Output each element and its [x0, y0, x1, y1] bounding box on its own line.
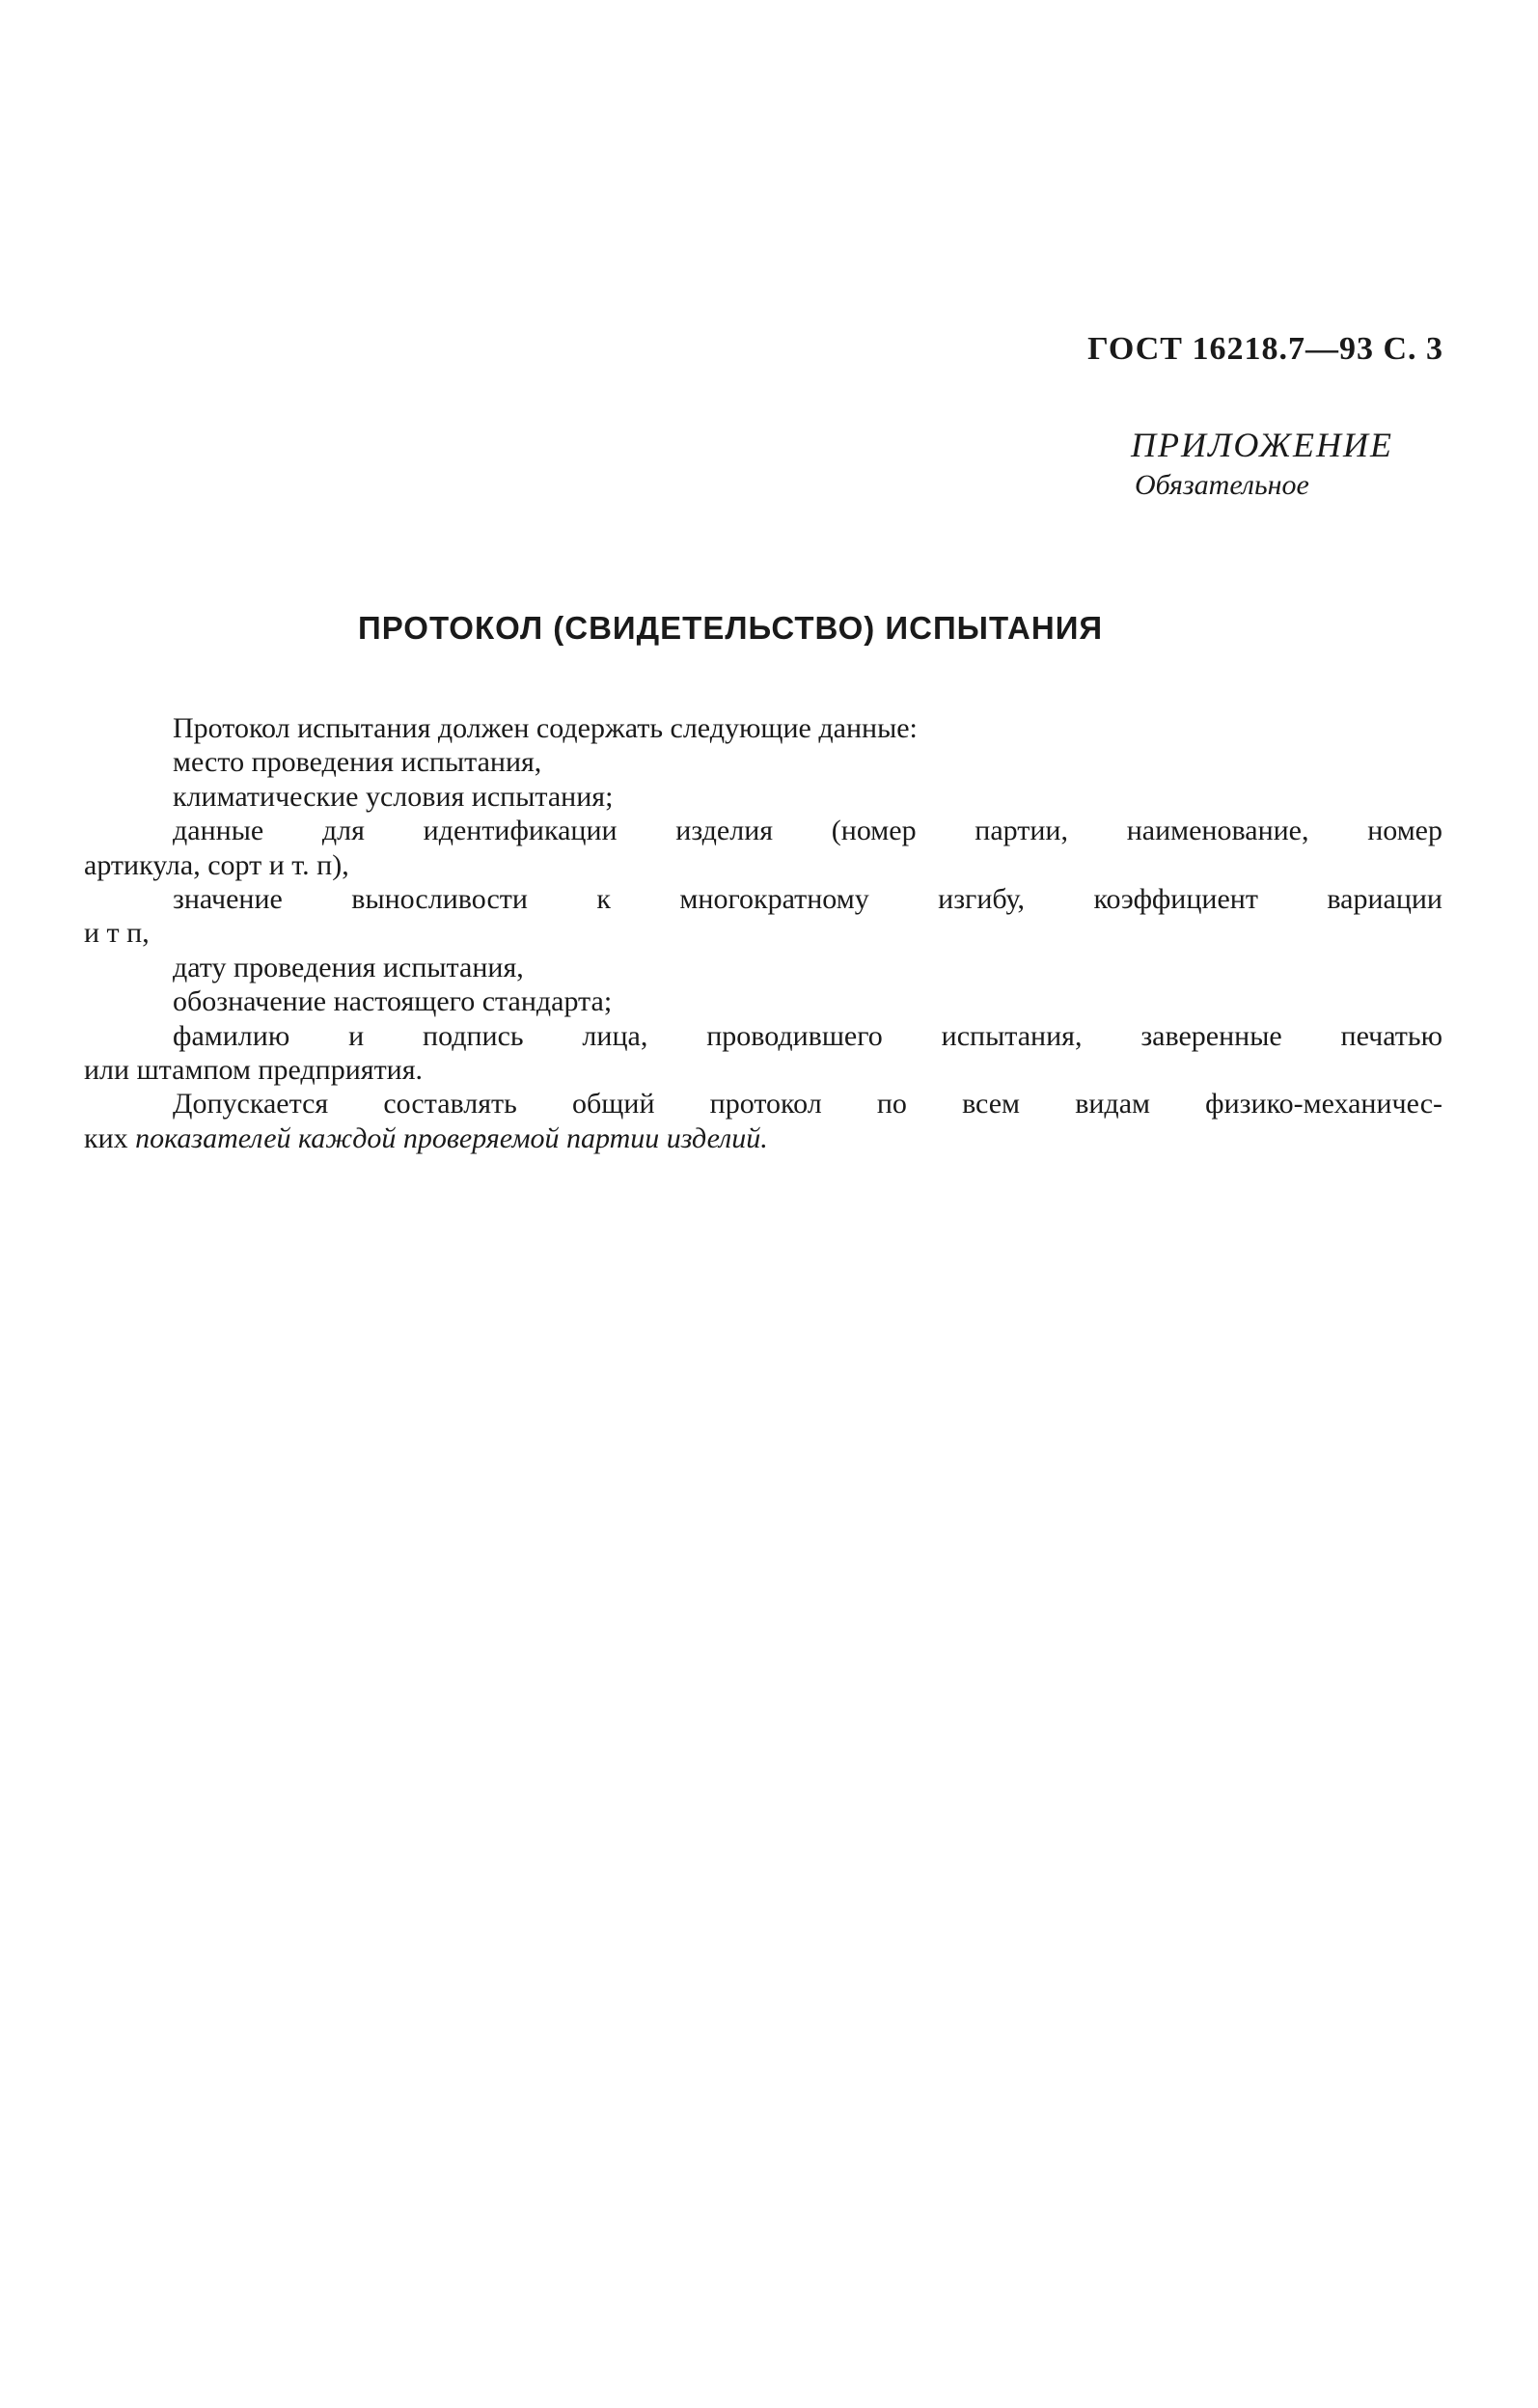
- body-line-signature-cont: или штампом предприятия.: [84, 1054, 424, 1087]
- body-line-standard: обозначение настоящего стандарта;: [173, 985, 613, 1018]
- body-line-signature: фамилию и подпись лица, проводившего испытания, заверенные печатью: [173, 1019, 1442, 1052]
- body-line-endurance: значение выносливости к многократному изгибу, коэффициент вариации: [173, 883, 1442, 916]
- body-italic-tail: показателей каждой проверяемой партии изделий.: [135, 1121, 768, 1154]
- page-header-reference: ГОСТ 16218.7—93 С. 3: [1087, 331, 1443, 367]
- body-line-general-protocol-cont: [84, 1121, 1442, 1155]
- body-line-general-protocol: Допускается составлять общий протокол по всем видам физико-механичес-: [173, 1088, 1442, 1121]
- body-line-endurance-cont: и т п,: [84, 917, 150, 950]
- body-line-climate: климатические условия испытания;: [173, 780, 614, 813]
- document-title: ПРОТОКОЛ (СВИДЕТЕЛЬСТВО) ИСПЫТАНИЯ: [358, 610, 1104, 646]
- appendix-title: ПРИЛОЖЕНИЕ: [1131, 426, 1393, 464]
- body-line-intro: Протокол испытания должен содержать следующие данные:: [173, 712, 918, 744]
- body-line-place: место проведения испытания,: [173, 746, 542, 779]
- body-line-date: дату проведения испытания,: [173, 951, 524, 983]
- appendix-subtitle: Обязательное: [1135, 469, 1309, 501]
- body-line-identification: данные для идентификации изделия (номер партии, наименование, номер: [173, 815, 1442, 847]
- document-body: [84, 711, 1442, 1155]
- body-line-identification-cont: артикула, сорт и т. п),: [84, 848, 349, 881]
- body-word-kih: ких: [84, 1121, 128, 1154]
- appendix-block: [1131, 425, 1393, 502]
